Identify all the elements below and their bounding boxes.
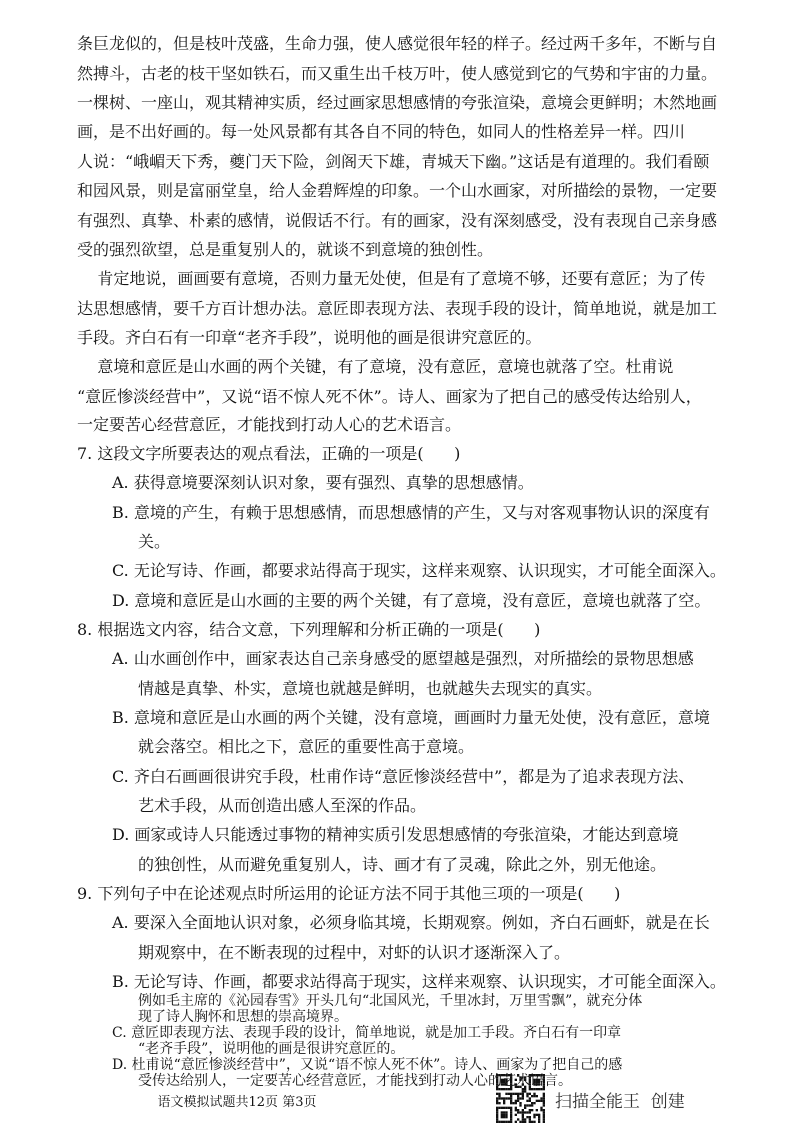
question-8-stem: 8. 根据选文内容，结合文意，下列理解和分析正确的一项是( ) [77, 620, 541, 639]
q7-option-a: A. 获得意境要深刻认识对象，要有强烈、真挚的思想感情。 [112, 473, 534, 492]
passage-line: “意匠惨淡经营中”，又说“语不惊人死不休”。诗人、画家为了把自己的感受传达给别人， [77, 387, 702, 406]
passage-line: 一棵树、一座山，观其精神实质，经过画家思想感情的夸张渲染，意境会更鲜明；木然地画 [77, 93, 718, 112]
q8-option-c-cont: 艺术手段，从而创造出感人至深的作品。 [138, 796, 427, 815]
scanner-watermark: 扫描全能王 创建 [555, 1092, 685, 1112]
q8-option-b-cont: 就会落空。相比之下，意匠的重要性高于意境。 [138, 737, 475, 756]
q9-option-b-cont: 例如毛主席的《沁园春雪》开头几句“北国风光，千里冰封，万里雪飘”，就充分体 [138, 993, 643, 1009]
q8-option-d-cont: 的独创性，从而避免重复别人，诗、画才有了灵魂，除此之外，别无他途。 [138, 855, 667, 874]
passage-line: 一定要苦心经营意匠，才能找到打动人心的艺术语言。 [77, 415, 462, 434]
q9-option-b: B. 无论写诗、作画，都要求站得高于现实，这样来观察、认识现实，才可能全面深入。 [112, 972, 726, 991]
q9-option-b-cont: 现了诗人胸怀和思想的崇高境界。 [138, 1009, 348, 1025]
q9-option-d-cont: 受传达给别人，一定要苦心经营意匠，才能找到打动人心的艺术语言。 [138, 1073, 572, 1089]
passage-line: 意境和意匠是山水画的两个关键，有了意境，没有意匠，意境也就落了空。杜甫说 [77, 357, 674, 376]
q8-option-c: C. 齐白石画画很讲究手段，杜甫作诗“意匠惨淡经营中”，都是为了追求表现方法、 [112, 767, 695, 786]
q7-option-d: D. 意境和意匠是山水画的主要的两个关键，有了意境，没有意匠，意境也就落了空。 [112, 591, 711, 610]
page-footer: 语文模拟试题共12页 第3页 [157, 1095, 317, 1110]
q9-option-a: A. 要深入全面地认识对象，必须身临其境，长期观察。例如，齐白石画虾，就是在长 [112, 913, 710, 932]
q8-option-a: A. 山水画创作中，画家表达自己亲身感受的愿望越是强烈，对所描绘的景物思想感 [112, 649, 694, 668]
q9-option-d: D. 杜甫说“意匠惨淡经营中”，又说“语不惊人死不休”。诗人、画家为了把自己的感 [112, 1057, 623, 1073]
passage-line: 和园风景，则是富丽堂皇，给人金碧辉煌的印象。一个山水画家，对所描绘的景物，一定要 [77, 181, 718, 200]
q8-option-d: D. 画家或诗人只能透过事物的精神实质引发思想感情的夸张渲染，才能达到意境 [112, 825, 679, 844]
passage-line: 然搏斗，古老的枝干坚如铁石，而又重生出千枝万叶，使人感觉到它的气势和宇宙的力量。 [77, 64, 718, 83]
q7-option-c: C. 无论写诗、作画，都要求站得高于现实，这样来观察、认识现实，才可能全面深入。 [112, 561, 726, 580]
q9-option-a-cont: 期观察中，在不断表现的过程中，对虾的认识才逐渐深入了。 [138, 943, 571, 962]
question-7-stem: 7. 这段文字所要表达的观点看法，正确的一项是( ) [77, 444, 461, 463]
passage-line: 人说：“峨嵋天下秀，夔门天下险，剑阁天下雄，青城天下幽。”这话是有道理的。我们看颐 [77, 152, 710, 171]
passage-line: 达思想感情，要千方百计想办法。意匠即表现方法、表现手段的设计，简单地说，就是加工 [77, 299, 718, 318]
q8-option-b: B. 意境和意匠是山水画的两个关键，没有意境，画画时力量无处使，没有意匠，意境 [112, 708, 710, 727]
q9-option-c-cont: “老齐手段”，说明他的画是很讲究意匠的。 [138, 1041, 405, 1057]
passage-line: 条巨龙似的，但是枝叶茂盛，生命力强，使人感觉很年轻的样子。经过两千多年，不断与自 [77, 34, 718, 53]
passage-line: 受的强烈欲望，总是重复别人的，就谈不到意境的独创性。 [77, 240, 494, 259]
q7-option-b-cont: 关。 [138, 532, 171, 551]
q7-option-b: B. 意境的产生，有赖于思想感情，而思想感情的产生，又与对客观事物认识的深度有 [112, 503, 710, 522]
passage-line: 画，是不出好画的。每一处风景都有其各自不同的特色，如同人的性格差异一样。四川 [77, 122, 686, 141]
passage-line: 手段。齐白石有一印章“老齐手段”，说明他的画是很讲究意匠的。 [77, 328, 542, 347]
question-9-stem: 9. 下列句子中在论述观点时所运用的论证方法不同于其他三项的一项是( ) [77, 884, 621, 903]
passage-line: 肯定地说，画画要有意境，否则力量无处使，但是有了意境不够，还要有意匠；为了传 [77, 269, 706, 288]
q8-option-a-cont: 情越是真挚、朴实，意境也就越是鲜明，也就越失去现实的真实。 [138, 679, 603, 698]
q9-option-c: C. 意匠即表现方法、表现手段的设计，简单地说，就是加工手段。齐白石有一印章 [112, 1025, 622, 1041]
passage-line: 有强烈、真挚、朴素的感情，说假话不行。有的画家，没有深刻感受，没有表现自己亲身感 [77, 211, 718, 230]
